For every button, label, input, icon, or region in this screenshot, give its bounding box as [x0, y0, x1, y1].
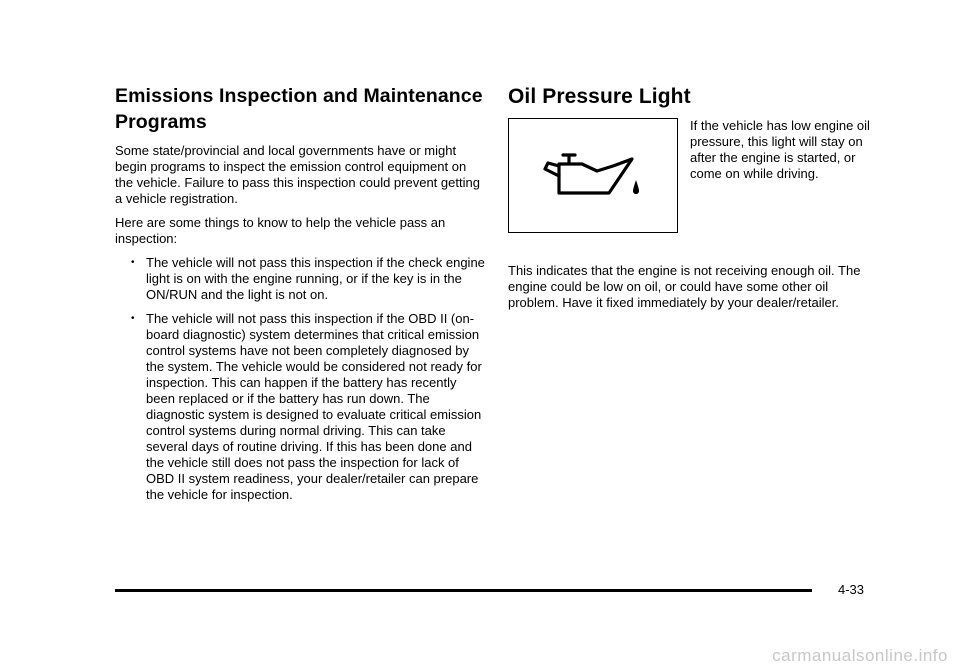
oil-light-explanation-wrap: [508, 263, 880, 319]
bullet-icon: •: [131, 257, 135, 268]
bullet-text: The vehicle will not pass this inspection if the check engine light is on with the engine running, or if the key is in the ON/RUN and the light is not on.: [146, 255, 485, 302]
page-number: 4-33: [838, 582, 865, 597]
oil-light-explanation: This indicates that the engine is not receiving enough oil. The engine could be low on oil, or could have some other oil problem. Have it fixed immediately by your dealer/retailer.: [508, 263, 861, 310]
watermark: carmanualsonline.info: [772, 646, 948, 665]
oil-pressure-heading: Oil Pressure Light: [508, 85, 691, 108]
list-item: [115, 255, 487, 303]
oil-can-icon: [509, 119, 676, 231]
left-column: [115, 83, 487, 511]
bullet-text: The vehicle will not pass this inspection if the OBD II (on-board diagnostic) system determines that critical emission control systems have not been completely diagnosed by the system. The vehicle would be considered not ready for inspection. This can happen if the battery has recently been replaced or if the battery has run down. The diagnostic system is designed to evaluate critical emission control systems during normal driving. This can take several days of routine driving. If this has been done and the vehicle still does not pass the inspection for lack of OBD II system readiness, your dealer/retailer can prepare the vehicle for inspection.: [146, 311, 482, 502]
list-item: [115, 311, 487, 503]
oil-light-description: If the vehicle has low engine oil pressure, this light will stay on after the engine is started, or come on while driving.: [690, 118, 870, 181]
inspection-bullet-list: [115, 255, 487, 503]
emissions-tips-paragraph: Here are some things to know to help the vehicle pass an inspection:: [115, 215, 446, 246]
footer-rule: [115, 589, 812, 592]
right-column: [508, 83, 880, 310]
bullet-icon: •: [131, 313, 135, 324]
oil-pressure-symbol-box: [508, 118, 678, 233]
emissions-intro-paragraph: Some state/provincial and local governments have or might begin programs to inspect the emission control equipment on the vehicle. Failure to pass this inspection could prevent getting a vehicle registration.: [115, 143, 480, 206]
emissions-heading: Emissions Inspection and Maintenance Programs: [115, 85, 483, 133]
